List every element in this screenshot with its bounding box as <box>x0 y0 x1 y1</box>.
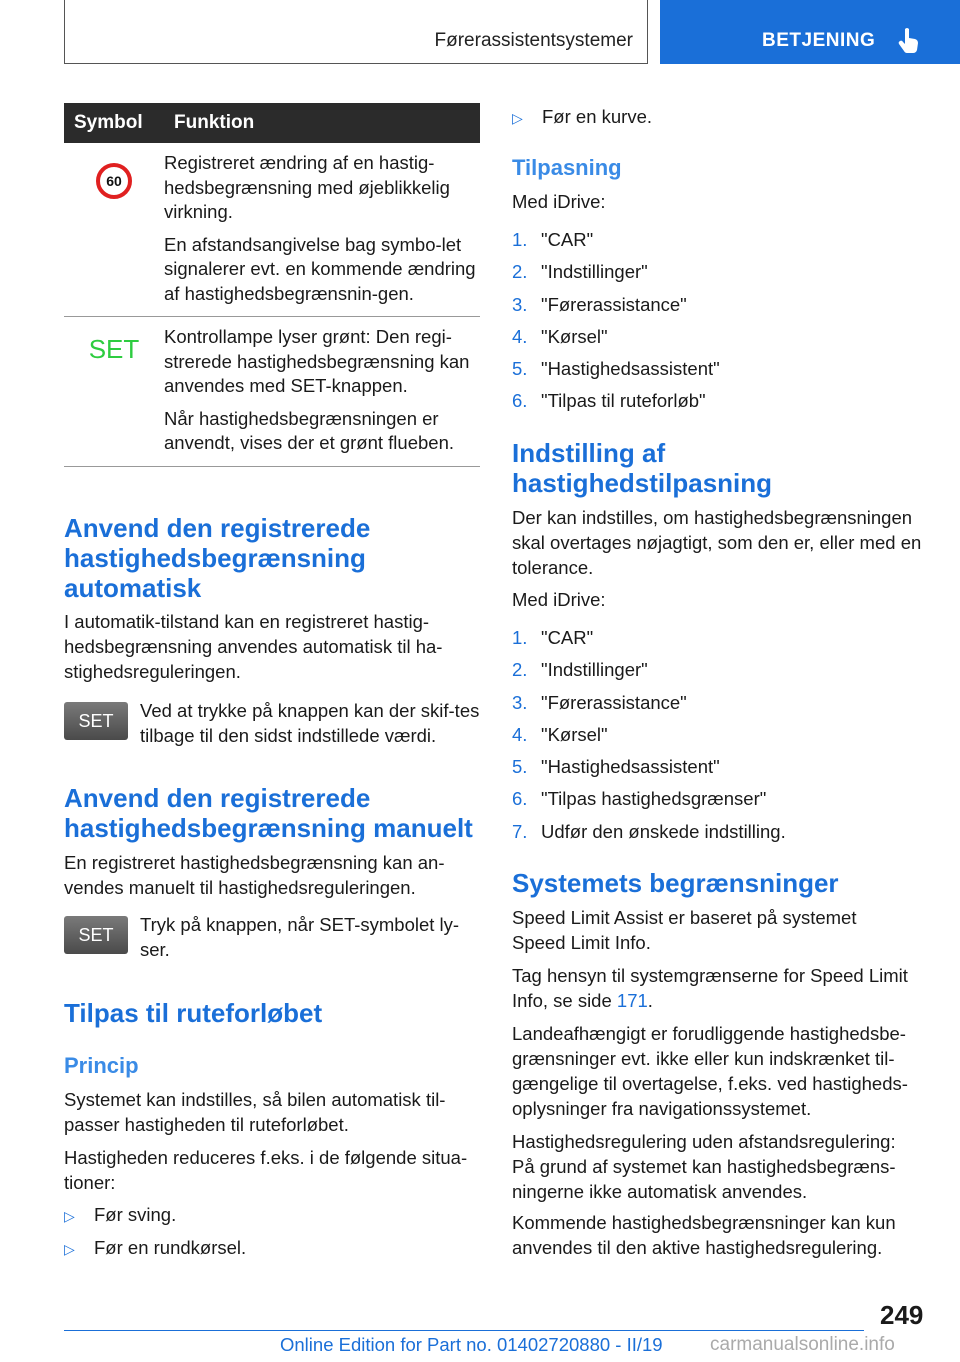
list-item: 2. "Indstillinger" <box>512 659 648 681</box>
footer-divider <box>64 1330 864 1331</box>
para-princip: Systemet kan indstilles, så bilen automatisk til-passer hastigheden til ruteforløbet. <box>64 1089 446 1135</box>
table-text: Registreret ændring af en hastig-hedsbegrænsning med øjeblikkelig virkning. <box>164 152 450 222</box>
heading-route: Tilpas til ruteforløbet <box>64 998 323 1028</box>
page-number: 249 <box>880 1300 924 1330</box>
list-item: ▷ Før en kurve. <box>512 104 652 131</box>
para-auto-btn: Ved at trykke på knappen kan der skif-tes tilbage til den sidst indstillede værdi. <box>140 700 480 746</box>
list-item: ▷ Før sving. <box>64 1202 176 1229</box>
para-sys1: Speed Limit Assist er baseret på systemet Speed Limit Info. <box>512 907 857 953</box>
list-item: 6. "Tilpas til ruteforløb" <box>512 390 706 412</box>
para-sys4: Hastighedsregulering uden afstandsregulering: På grund af systemet kan hastighedsbegræns-ningerne ikke automatisk anvendes. <box>512 1131 896 1202</box>
list-item: 3. "Førerassistance" <box>512 293 687 315</box>
table-text: En afstandsangivelse bag symbo-let signalerer evt. en kommende ændring af hastighedsbegrænsnin-gen. <box>164 233 476 304</box>
para-reduce: Hastigheden reduceres f.eks. i de følgende situa-tioner: <box>64 1147 468 1193</box>
heading-manual: Anvend den registrerede hastighedsbegrænsning manuelt <box>64 783 473 843</box>
steps-list-1 <box>512 224 720 418</box>
set-button-icon: SET <box>64 916 128 954</box>
steps-list-2 <box>512 622 786 848</box>
heading-tilpasning: Tilpasning <box>512 155 622 180</box>
watermark: carmanualsonline.info <box>710 1334 895 1355</box>
list-item: 2. "Indstillinger" <box>512 261 648 283</box>
symbol-table <box>64 103 480 467</box>
para-manual-btn: Tryk på knappen, når SET-symbolet ly-ser. <box>140 914 460 960</box>
table-text: Når hastighedsbegrænsningen er anvendt, vises der et grønt flueben. <box>164 407 455 453</box>
col-function-header: Funktion <box>164 103 480 143</box>
list-item: 5. "Hastighedsassistent" <box>512 358 720 380</box>
header-chapter-title: BETJENING <box>762 30 876 51</box>
para-sys3: Landeafhængigt er forudliggende hastighedsbe-grænsninger evt. ikke eller kun indskrænket til-gængelige til overtagelse, f.eks. ved hastigheds-oplysninger fra navigationssystemet. <box>512 1023 908 1119</box>
header-section-box <box>64 0 648 64</box>
para-sys2: Tag hensyn til systemgrænserne for Speed Limit Info, se side 171. <box>512 965 908 1011</box>
triangle-bullet-icon: ▷ <box>64 1241 75 1257</box>
heading-auto: Anvend den registrerede hastighedsbegrænsning automatisk <box>64 513 371 603</box>
header-section-title: Førerassistentsystemer <box>434 30 633 51</box>
list-item: 1. "CAR" <box>512 627 594 648</box>
list-item: 1. "CAR" <box>512 229 594 250</box>
table-row <box>64 143 480 317</box>
set-green-indicator: SET <box>88 334 140 364</box>
heading-systemets: Systemets begrænsninger <box>512 868 839 898</box>
para-auto: I automatik-tilstand kan en registreret hastig-hedsbegrænsning anvendes automatisk til ha-stighedsreguleringen. <box>64 611 443 682</box>
heading-indstilling: Indstilling af hastighedstilpasning <box>512 438 773 498</box>
para-sys5: Kommende hastighedsbegrænsninger kan kun anvendes til den aktive hastighedsregulering. <box>512 1212 896 1258</box>
triangle-bullet-icon: ▷ <box>512 110 523 126</box>
speed-limit-sign-icon <box>96 163 132 199</box>
list-item: 4. "Kørsel" <box>512 325 608 347</box>
set-button-icon: SET <box>64 702 128 740</box>
para-indstilling: Der kan indstilles, om hastighedsbegrænsningen skal overtages nøjagtigt, som den er, eller med en tolerance. <box>512 507 922 578</box>
list-item: 4. "Kørsel" <box>512 723 608 745</box>
table-row <box>64 317 480 467</box>
table-text: Kontrollampe lyser grønt: Den regi-strerede hastighedsbegrænsning kan anvendes med SET-knappen. <box>164 326 470 396</box>
header-chapter-tab <box>660 0 960 64</box>
list-item: ▷ Før en rundkørsel. <box>64 1235 246 1262</box>
hand-pointer-icon <box>898 27 920 53</box>
footer-edition: Online Edition for Part no. 01402720880 - II/19 <box>280 1334 663 1355</box>
col-symbol-header: Symbol <box>64 103 164 143</box>
page-link[interactable]: 171 <box>616 990 648 1011</box>
list-item: 7. Udfør den ønskede indstilling. <box>512 820 786 842</box>
list-item: 5. "Hastighedsassistent" <box>512 756 720 778</box>
list-item: 6. "Tilpas hastighedsgrænser" <box>512 788 767 810</box>
para-idrive: Med iDrive: <box>512 589 606 610</box>
para-idrive: Med iDrive: <box>512 191 606 212</box>
triangle-bullet-icon: ▷ <box>64 1208 75 1224</box>
heading-princip: Princip <box>64 1053 139 1078</box>
svg-text:60: 60 <box>106 173 122 189</box>
para-manual: En registreret hastighedsbegrænsning kan an-vendes manuelt til hastighedsreguleringen. <box>64 852 445 898</box>
list-item: 3. "Førerassistance" <box>512 691 687 713</box>
